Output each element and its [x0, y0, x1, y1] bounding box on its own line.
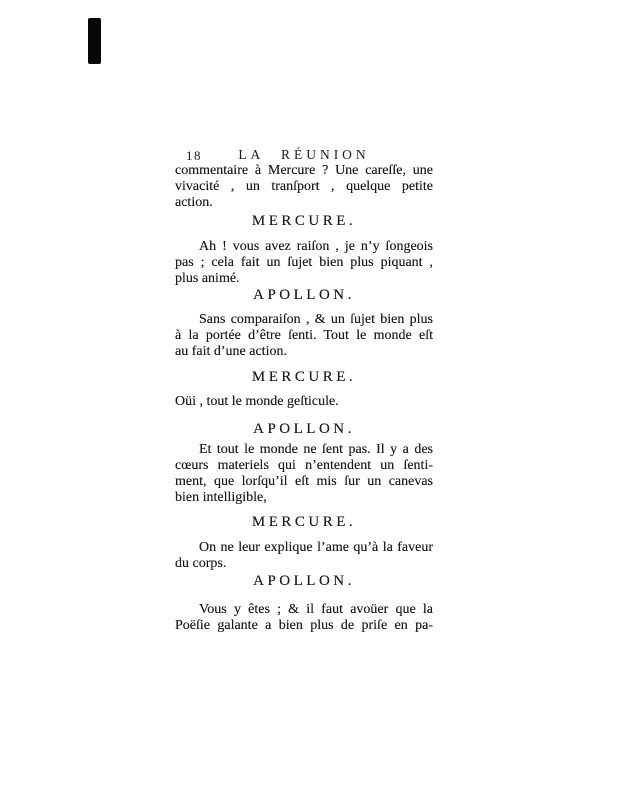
text-line: Ah ! vous avez raiſon , je n’y ſongeois [199, 239, 433, 254]
speaker-heading: APOLLON. [253, 421, 355, 437]
speaker-heading: MERCURE. [251, 213, 357, 229]
text-line: ment, que lorſqu’il eſt mis ſur un canevas [175, 474, 433, 489]
dialogue-paragraph [175, 239, 433, 287]
text-line: commentaire à Mercure ? Une careſſe, une [175, 163, 433, 178]
dialogue-paragraph [175, 602, 433, 634]
text-line: pas ; cela fait un ſujet bien plus piquant , [175, 255, 433, 270]
dialogue-paragraph [175, 394, 433, 410]
text-line: cœurs materiels qui n’entendent un ſenti- [175, 458, 433, 473]
page-number: 18 [186, 148, 202, 163]
speaker-heading: APOLLON. [253, 287, 355, 303]
text-line: du corps. [175, 556, 227, 571]
dialogue-paragraph [175, 163, 433, 211]
text-line: vivacité , un tranſport , quelque petite [175, 179, 433, 194]
speaker-heading: MERCURE. [251, 369, 357, 385]
text-line: Vous y êtes ; & il faut avoüer que la [199, 602, 433, 617]
dialogue-paragraph [175, 442, 433, 506]
text-line: action. [175, 195, 213, 210]
text-line: Sans comparaiſon , & un ſujet bien plus [199, 312, 433, 327]
speaker-heading: MERCURE. [251, 514, 357, 530]
text-line: On ne leur explique l’ame qu’à la faveur [199, 540, 433, 555]
text-column [175, 147, 433, 634]
text-line: Oüi , tout le monde geſticule. [175, 394, 339, 409]
text-line: Et tout le monde ne ſent pas. Il y a des [199, 442, 433, 457]
text-line: au fait d’une action. [175, 344, 287, 359]
dialogue-paragraph [175, 312, 433, 360]
page-header [175, 147, 433, 163]
text-line: à la portée d’être ſenti. Tout le monde eſt [175, 328, 433, 343]
scan-artifact-mark [88, 18, 101, 64]
speaker-heading: APOLLON. [253, 573, 355, 589]
text-line: plus animé. [175, 271, 240, 286]
dialogue-paragraph [175, 540, 433, 572]
running-title: LA RÉUNION [238, 147, 370, 162]
text-line: bien intelligible, [175, 490, 267, 505]
text-line: Poëſie galante a bien plus de priſe en pa- [175, 618, 433, 633]
